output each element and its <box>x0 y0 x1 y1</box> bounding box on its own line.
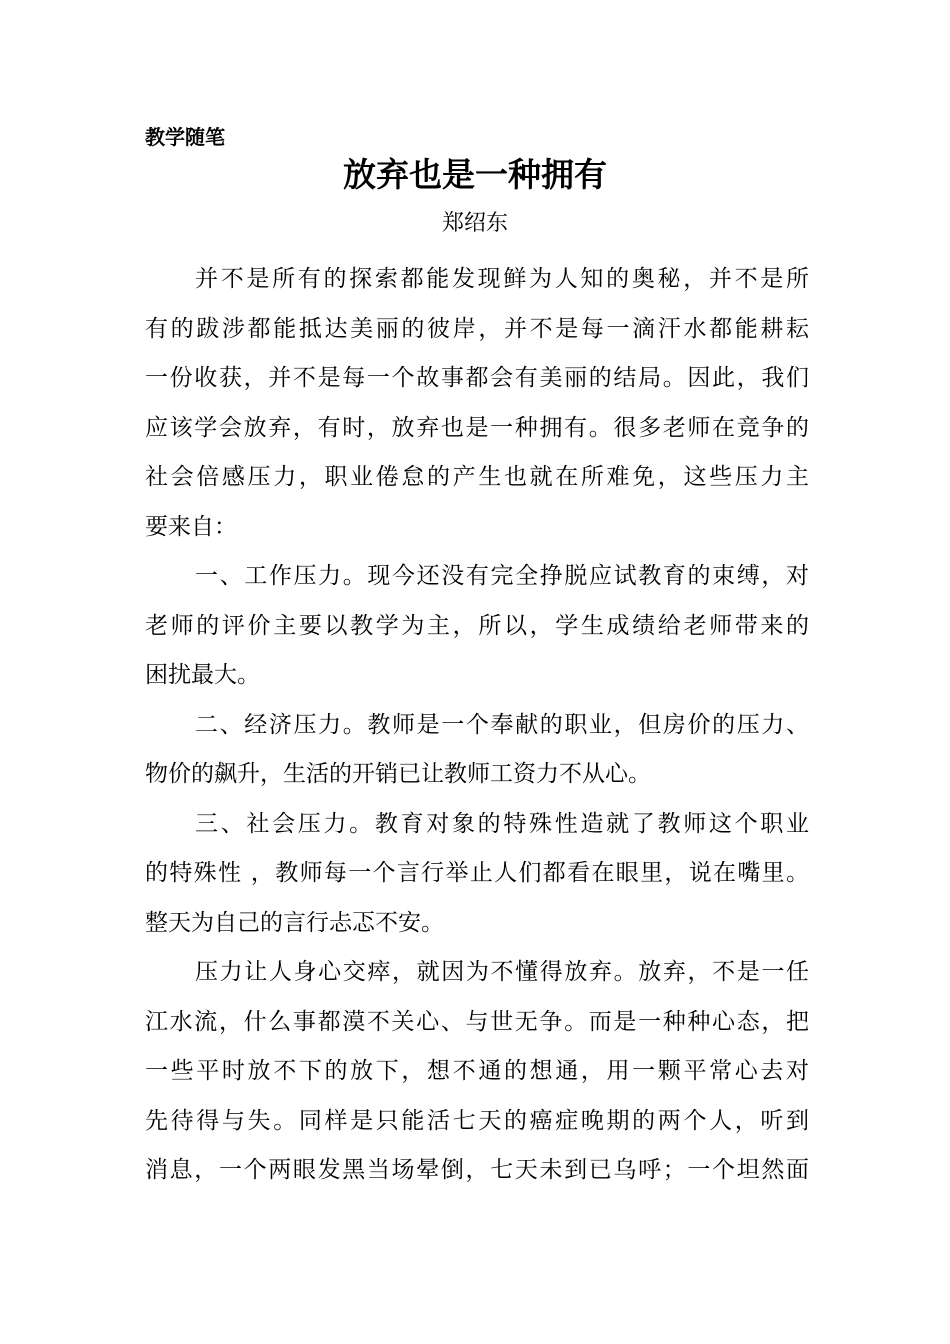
paragraph-work-pressure <box>145 552 809 701</box>
text-line: 一、工作压力。现今还没有完全挣脱应试教育的束缚，对 <box>195 563 809 589</box>
text-line: 并不是所有的探索都能发现鲜为人知的奥秘，并不是所 <box>195 266 809 292</box>
text-line: 的特殊性 ，教师每一个言行举止人们都看在眼里，说在嘴里。 <box>145 860 809 886</box>
paragraph-intro <box>145 255 809 552</box>
text-line: 要来自： <box>145 513 237 540</box>
article-body <box>145 255 809 1196</box>
text-line: 困扰最大。 <box>145 662 260 688</box>
paragraph-economic-pressure <box>145 701 809 800</box>
text-line: 有的跋涉都能抵达美丽的彼岸，并不是每一滴汗水都能耕耘 <box>145 315 809 342</box>
text-line: 社会倍感压力，职业倦怠的产生也就在所难免，这些压力主 <box>145 464 809 490</box>
article-title: 放弃也是一种拥有 <box>343 155 607 194</box>
text-line: 老师的评价主要以教学为主，所以，学生成绩给老师带来的 <box>145 612 809 639</box>
text-line: 物价的飙升，生活的开销已让教师工资力不从心。 <box>145 761 651 787</box>
paragraph-social-pressure <box>145 800 809 949</box>
author-name: 郑绍东 <box>441 211 508 236</box>
text-line: 一些平时放不下的放下，想不通的想通，用一颗平常心去对 <box>145 1058 809 1084</box>
text-line: 一份收获，并不是每一个故事都会有美丽的结局。因此，我们 <box>145 365 809 391</box>
text-line: 消息，一个两眼发黑当场晕倒，七天未到已乌呼；一个坦然面 <box>145 1157 809 1183</box>
text-line: 压力让人身心交瘁，就因为不懂得放弃。放弃，不是一任 <box>195 959 809 985</box>
category-label: 教学随笔 <box>145 125 225 149</box>
text-line: 江水流，什么事都漠不关心、与世无争。而是一种种心态，把 <box>145 1008 809 1035</box>
text-line: 先待得与失。同样是只能活七天的癌症晚期的两个人，听到 <box>145 1107 809 1134</box>
paragraph-letting-go <box>145 948 809 1196</box>
text-line: 应该学会放弃，有时，放弃也是一种拥有。很多老师在竞争的 <box>145 414 809 441</box>
text-line: 二、经济压力。教师是一个奉献的职业，但房价的压力、 <box>195 711 809 738</box>
text-line: 三、社会压力。教育对象的特殊性造就了教师这个职业 <box>195 810 809 837</box>
text-line: 整天为自己的言行忐忑不安。 <box>145 909 444 936</box>
